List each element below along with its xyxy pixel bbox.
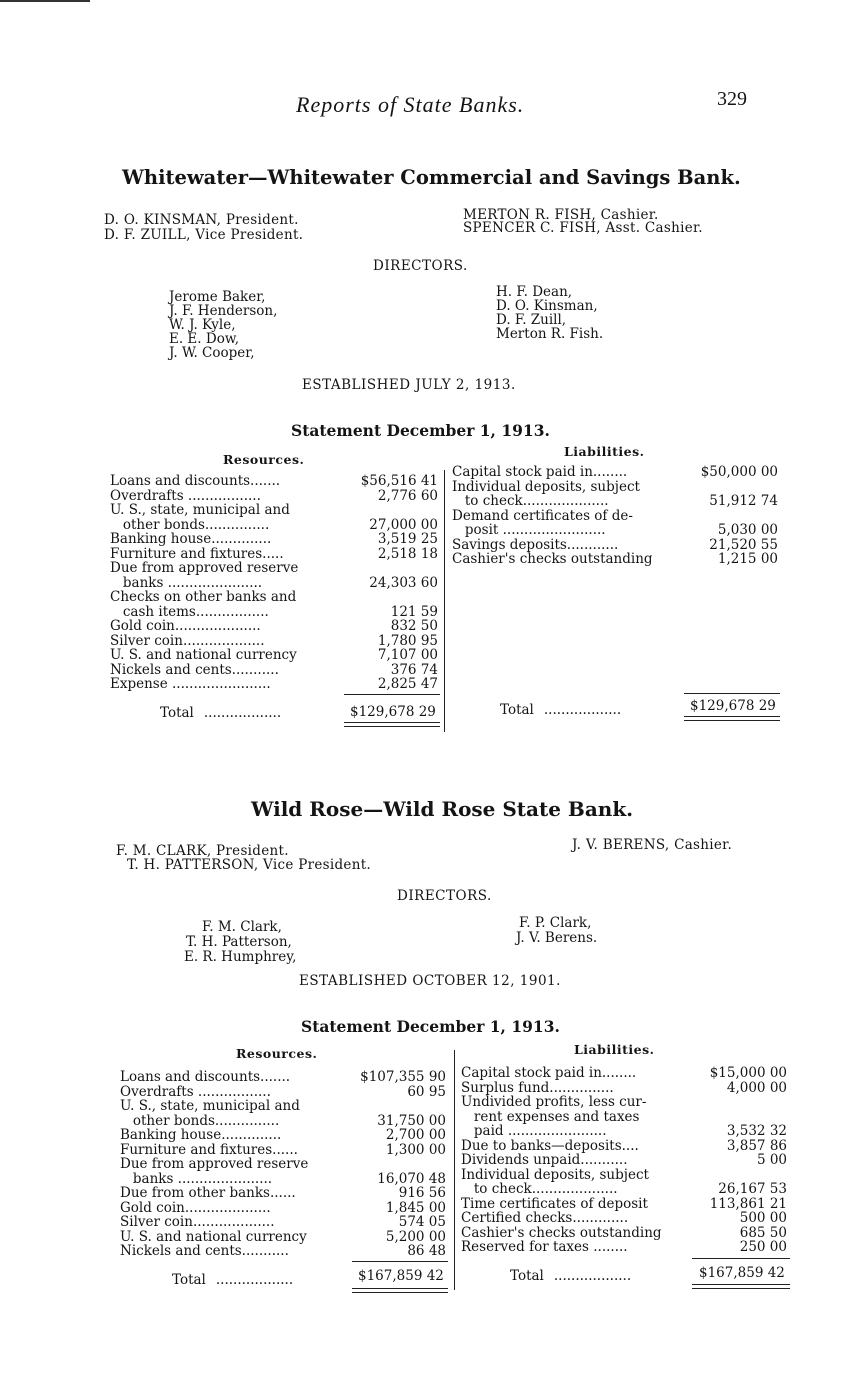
ledger-amount: $15,000 00: [709, 1065, 787, 1081]
total-label: Total: [172, 1272, 206, 1288]
liabilities-heading: Liabilities.: [564, 444, 645, 459]
ledger-label: to check....................: [461, 1182, 618, 1197]
column-rule: [684, 693, 780, 694]
column-rule: [352, 1261, 448, 1262]
column-divider: [454, 1050, 455, 1290]
ledger-amount: 2,825 47: [377, 676, 438, 692]
ledger-amount: 3,857 86: [726, 1137, 787, 1154]
ledger-label: Nickels and cents...........: [120, 1244, 289, 1259]
ledger-label: Banking house..............: [110, 532, 272, 547]
ledger-amount: 500 00: [739, 1210, 787, 1226]
ledger-row: [120, 1186, 446, 1201]
ledger-amount: 376 74: [390, 661, 438, 678]
ledger-row: [461, 1211, 787, 1226]
ledger-label: banks ......................: [110, 575, 263, 590]
liabilities-total-label: Total ..................: [500, 702, 622, 718]
liabilities-total: $129,678 29: [690, 698, 776, 714]
ledger-label: Individual deposits, subject: [461, 1167, 649, 1182]
total-label: Total: [510, 1268, 544, 1284]
ledger-label: other bonds...............: [120, 1113, 280, 1128]
ledger-label: Nickels and cents...........: [110, 662, 279, 677]
ledger-amount: 60 95: [407, 1083, 446, 1100]
director: Jerome Baker,: [169, 289, 266, 305]
officer-cashier: J. V. BERENS, Cashier.: [572, 837, 733, 853]
ledger-row: [120, 1172, 446, 1187]
ledger-row: [110, 518, 438, 533]
director: J. W. Cooper,: [169, 345, 255, 361]
running-title: Reports of State Banks.: [296, 92, 525, 117]
ledger-label: Cashier's checks outstanding: [461, 1225, 662, 1240]
ledger-amount: 2,518 18: [377, 545, 438, 562]
ledger-amount: 7,107 00: [377, 647, 438, 663]
bank-title: Whitewater—Whitewater Commercial and Savings Bank.: [122, 166, 741, 189]
ledger-label: Reserved for taxes ........: [461, 1240, 628, 1255]
ledger-label: banks ......................: [120, 1171, 273, 1186]
officer-vice-president: D. F. ZUILL, Vice President.: [104, 227, 304, 243]
resources-heading: Resources.: [223, 452, 305, 467]
ledger-label: Capital stock paid in........: [452, 465, 628, 480]
ledger-row: [461, 1153, 787, 1168]
ledger-row: [110, 503, 438, 518]
director: J. F. Henderson,: [169, 303, 278, 319]
ledger-amount: 51,912 74: [709, 493, 778, 509]
ledger-row: [461, 1124, 787, 1139]
ledger-row: [110, 648, 438, 663]
director: F. M. Clark,: [202, 919, 282, 935]
ledger-row: [120, 1114, 446, 1129]
ledger-amount: $107,355 90: [360, 1069, 446, 1085]
ledger-label: Furniture and fixtures.....: [110, 546, 284, 561]
ledger-amount: 4,000 00: [726, 1079, 787, 1096]
ledger-amount: 121 59: [390, 603, 438, 620]
ledger-label: Individual deposits, subject: [452, 479, 640, 494]
total-double-rule: [692, 1288, 790, 1289]
resources-total-label: Total ..................: [160, 705, 282, 721]
ledger-label: Due from approved reserve: [110, 561, 299, 576]
established-date: ESTABLISHED OCTOBER 12, 1901.: [299, 973, 561, 989]
ledger-amount: 3,532 32: [726, 1123, 787, 1139]
ledger-label: Gold coin....................: [120, 1200, 271, 1215]
ledger-label: U. S., state, municipal and: [120, 1099, 300, 1114]
ledger-label: Undivided profits, less cur-: [461, 1095, 647, 1110]
liabilities-total: $167,859 42: [699, 1265, 785, 1281]
ledger-row: [461, 1226, 787, 1241]
ledger-row: [452, 523, 778, 538]
ledger-row: [461, 1110, 787, 1125]
ledger-amount: 1,845 00: [385, 1199, 446, 1216]
resources-list: [110, 474, 438, 692]
ledger-label: Certified checks.............: [461, 1211, 629, 1226]
top-rule: [0, 0, 90, 2]
officer-asst-cashier: SPENCER C. FISH, Asst. Cashier.: [463, 220, 703, 236]
ledger-label: Time certificates of deposit: [461, 1196, 648, 1211]
officer-president: D. O. KINSMAN, President.: [104, 212, 299, 228]
ledger-amount: 31,750 00: [377, 1112, 446, 1129]
resources-total: $167,859 42: [358, 1268, 444, 1284]
ledger-row: [120, 1070, 446, 1085]
director: Merton R. Fish.: [496, 326, 604, 342]
ledger-label: Savings deposits............: [452, 537, 619, 552]
ledger-row: [461, 1168, 787, 1183]
statement-heading: Statement December 1, 1913.: [301, 1017, 560, 1036]
ledger-row: [120, 1244, 446, 1259]
total-double-rule: [692, 1284, 790, 1285]
ledger-amount: 1,780 95: [377, 632, 438, 649]
resources-total: $129,678 29: [350, 704, 436, 720]
ledger-label: posit ........................: [452, 523, 606, 538]
ledger-row: [110, 634, 438, 649]
ledger-row: [461, 1081, 787, 1096]
ledger-amount: 3,519 25: [377, 531, 438, 547]
director: T. H. Patterson,: [186, 934, 292, 950]
ledger-label: to check....................: [452, 494, 609, 509]
ledger-label: rent expenses and taxes: [461, 1109, 640, 1124]
liabilities-list: [452, 465, 778, 567]
bank-title: Wild Rose—Wild Rose State Bank.: [251, 797, 634, 821]
ledger-label: Loans and discounts.......: [120, 1070, 291, 1085]
ledger-row: [120, 1215, 446, 1230]
ledger-row: [461, 1197, 787, 1212]
ledger-amount: 2,700 00: [385, 1127, 446, 1143]
ledger-row: [110, 576, 438, 591]
total-double-rule: [352, 1292, 448, 1293]
ledger-amount: 832 50: [390, 618, 438, 634]
page-number: 329: [717, 88, 747, 110]
ledger-label: Due to banks—deposits....: [461, 1138, 639, 1153]
ledger-label: Gold coin....................: [110, 619, 261, 634]
ledger-amount: 21,520 55: [709, 536, 778, 553]
ledger-label: Silver coin...................: [110, 633, 265, 648]
director: H. F. Dean,: [496, 284, 573, 300]
ledger-row: [120, 1099, 446, 1114]
ledger-label: Checks on other banks and: [110, 590, 297, 605]
ledger-label: Expense .......................: [110, 677, 271, 692]
ledger-amount: 2,776 60: [377, 487, 438, 504]
ledger-label: U. S., state, municipal and: [110, 503, 290, 518]
ledger-label: Due from approved reserve: [120, 1157, 309, 1172]
ledger-row: [110, 605, 438, 620]
ledger-label: U. S. and national currency: [120, 1229, 307, 1244]
ledger-amount: 5,200 00: [385, 1228, 446, 1245]
ledger-amount: 27,000 00: [369, 516, 438, 533]
ledger-amount: 916 56: [398, 1185, 446, 1201]
ledger-amount: 86 48: [407, 1243, 446, 1259]
ledger-label: U. S. and national currency: [110, 648, 297, 663]
total-label: Total: [160, 705, 194, 721]
ledger-row: [110, 663, 438, 678]
ledger-row: [110, 489, 438, 504]
ledger-amount: 5 00: [756, 1152, 787, 1168]
ledger-row: [120, 1230, 446, 1245]
director: W. J. Kyle,: [169, 317, 236, 333]
ledger-amount: $56,516 41: [360, 473, 438, 489]
ledger-row: [452, 465, 778, 480]
ledger-row: [120, 1085, 446, 1100]
ledger-row: [120, 1157, 446, 1172]
liabilities-heading: Liabilities.: [574, 1042, 655, 1057]
ledger-row: [110, 547, 438, 562]
ledger-row: [452, 538, 778, 553]
resources-total-label: Total ..................: [172, 1272, 294, 1288]
ledger-label: Overdrafts .................: [120, 1084, 271, 1099]
established-date: ESTABLISHED JULY 2, 1913.: [302, 377, 516, 393]
column-divider: [444, 470, 445, 732]
ledger-label: Silver coin...................: [120, 1215, 275, 1230]
ledger-row: [110, 619, 438, 634]
column-rule: [692, 1258, 790, 1259]
ledger-amount: 685 50: [739, 1224, 787, 1241]
director: E. E. Dow,: [169, 331, 240, 347]
ledger-label: Furniture and fixtures......: [120, 1142, 298, 1157]
director: D. O. Kinsman,: [496, 298, 598, 314]
ledger-amount: 1,300 00: [385, 1141, 446, 1158]
total-double-rule: [344, 726, 440, 727]
ledger-amount: 16,070 48: [377, 1170, 446, 1187]
ledger-row: [452, 509, 778, 524]
ledger-row: [110, 677, 438, 692]
ledger-label: Banking house..............: [120, 1128, 282, 1143]
column-rule: [344, 694, 440, 695]
director: E. R. Humphrey,: [184, 949, 297, 965]
ledger-row: [461, 1182, 787, 1197]
ledger-label: Demand certificates of de-: [452, 508, 633, 523]
ledger-label: Capital stock paid in........: [461, 1066, 637, 1081]
ledger-row: [110, 590, 438, 605]
director: D. F. Zuill,: [496, 312, 567, 328]
ledger-row: [120, 1143, 446, 1158]
ledger-row: [452, 552, 778, 567]
ledger-row: [461, 1095, 787, 1110]
resources-list: [120, 1070, 446, 1259]
ledger-row: [120, 1128, 446, 1143]
ledger-row: [110, 561, 438, 576]
ledger-label: Loans and discounts.......: [110, 474, 281, 489]
ledger-amount: 574 05: [398, 1214, 446, 1230]
officer-president: F. M. CLARK, President.: [116, 843, 289, 859]
ledger-row: [461, 1066, 787, 1081]
directors-heading: DIRECTORS.: [397, 888, 492, 904]
liabilities-list: [461, 1066, 787, 1255]
ledger-label: Dividends unpaid...........: [461, 1153, 628, 1168]
resources-heading: Resources.: [236, 1046, 318, 1061]
total-label: Total: [500, 702, 534, 718]
ledger-row: [120, 1201, 446, 1216]
ledger-label: Overdrafts .................: [110, 488, 261, 503]
ledger-amount: 250 00: [739, 1239, 787, 1255]
liabilities-total-label: Total ..................: [510, 1268, 632, 1284]
ledger-row: [110, 474, 438, 489]
officer-cashier: MERTON R. FISH, Cashier.: [463, 207, 659, 223]
director: J. V. Berens.: [516, 930, 598, 946]
ledger-amount: 24,303 60: [369, 574, 438, 591]
total-double-rule: [344, 722, 440, 723]
officer-vice-president: T. H. PATTERSON, Vice President.: [127, 857, 372, 873]
ledger-label: cash items.................: [110, 604, 269, 619]
ledger-row: [110, 532, 438, 547]
ledger-label: Surplus fund...............: [461, 1080, 614, 1095]
ledger-row: [461, 1240, 787, 1255]
ledger-amount: 5,030 00: [717, 522, 778, 538]
ledger-label: paid .......................: [461, 1124, 607, 1139]
ledger-label: Due from other banks......: [120, 1186, 296, 1201]
total-double-rule: [352, 1288, 448, 1289]
ledger-amount: 1,215 00: [717, 551, 778, 567]
total-double-rule: [684, 720, 780, 721]
ledger-label: Cashier's checks outstanding: [452, 552, 653, 567]
directors-heading: DIRECTORS.: [373, 258, 468, 274]
ledger-amount: 113,861 21: [709, 1195, 787, 1212]
ledger-row: [452, 480, 778, 495]
total-double-rule: [684, 716, 780, 717]
ledger-label: other bonds...............: [110, 517, 270, 532]
ledger-amount: $50,000 00: [700, 464, 778, 480]
ledger-row: [452, 494, 778, 509]
ledger-amount: 26,167 53: [718, 1181, 787, 1197]
director: F. P. Clark,: [519, 915, 592, 931]
ledger-row: [461, 1139, 787, 1154]
statement-heading: Statement December 1, 1913.: [291, 421, 550, 440]
